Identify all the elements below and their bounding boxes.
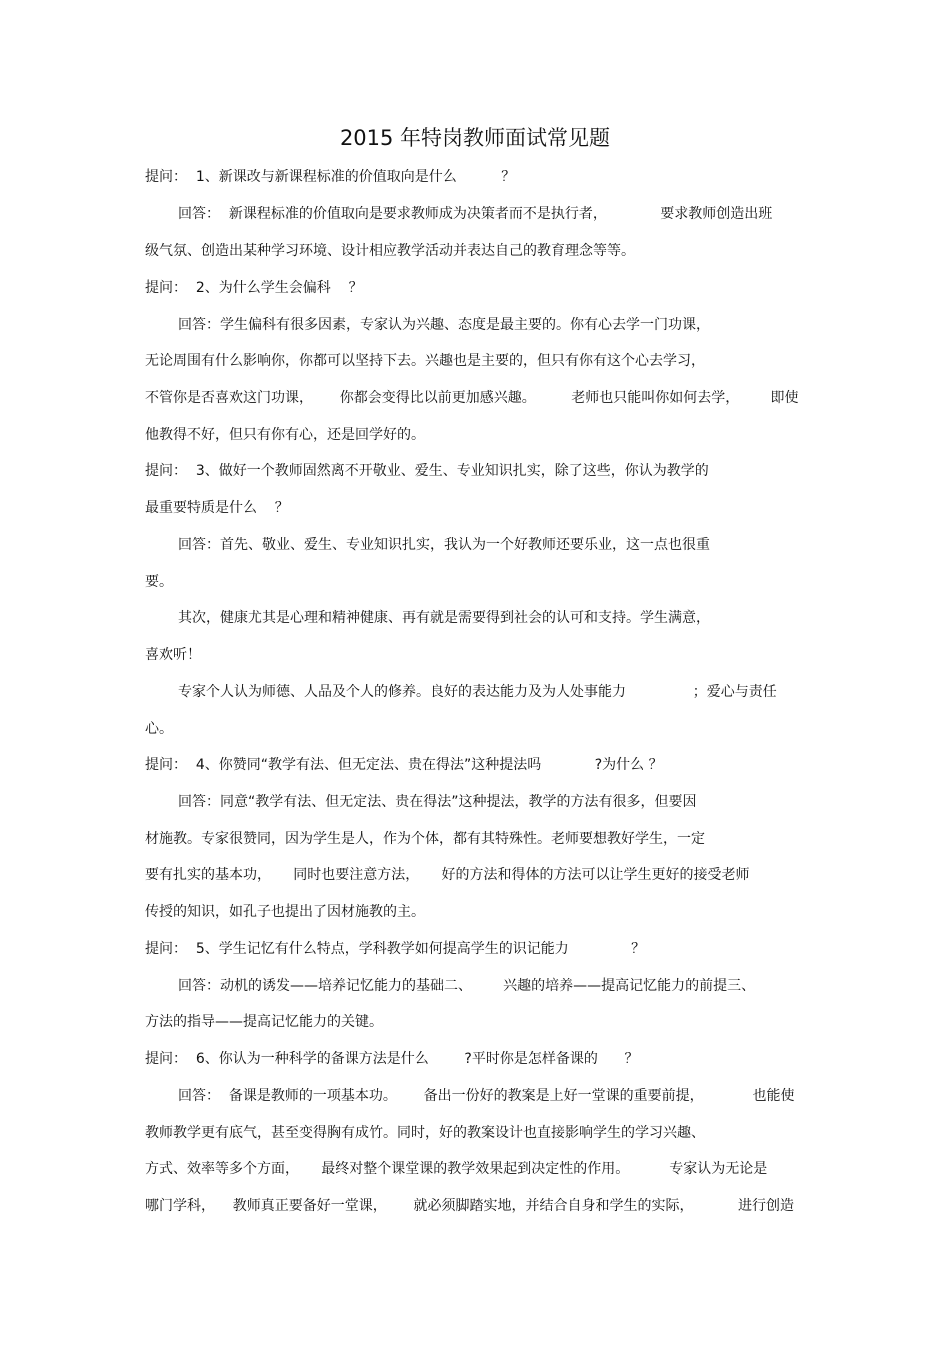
answer-3-line-5: 专家个人认为师德、人品及个人的修养。良好的表达能力及为人处事能力 ；爱心与责任 bbox=[178, 684, 777, 700]
answer-4-line-3: 要有扎实的基本功， 同时也要注意方法， 好的方法和得体的方法可以让学生更好的接受老师 bbox=[145, 867, 750, 883]
question-1: 提问： 1、新课改与新课程标准的价值取向是什么 ？ bbox=[145, 169, 516, 185]
question-4: 提问： 4、你赞同“教学有法、但无定法、贵在得法”这种提法吗 ?为什么 ？ bbox=[145, 757, 663, 773]
answer-2-line-1: 回答：学生偏科有很多因素，专家认为兴趣、态度是最主要的。你有心去学一门功课， bbox=[178, 317, 710, 333]
answer-6-line-1: 回答： 备课是教师的一项基本功。 备出一份好的教案是上好一堂课的重要前提， 也能使 bbox=[178, 1088, 795, 1104]
answer-3-line-1: 回答：首先、敬业、爱生、专业知识扎实，我认为一个好教师还要乐业，这一点也很重 bbox=[178, 537, 710, 553]
answer-3-line-6: 心。 bbox=[145, 721, 173, 737]
answer-3-line-4: 喜欢听！ bbox=[145, 647, 201, 663]
answer-1-line-1: 回答： 新课程标准的价值取向是要求教师成为决策者而不是执行者， 要求教师创造出班 bbox=[178, 206, 773, 222]
answer-4-line-2: 材施教。专家很赞同，因为学生是人，作为个体，都有其特殊性。老师要想教好学生，一定 bbox=[145, 831, 705, 847]
question-2: 提问： 2、为什么学生会偏科 ？ bbox=[145, 280, 363, 296]
answer-5-line-2: 方法的指导——提高记忆能力的关键。 bbox=[145, 1014, 383, 1030]
answer-1-line-2: 级气氛、创造出某种学习环境、设计相应教学活动并表达自己的教育理念等等。 bbox=[145, 243, 635, 259]
answer-5-line-1: 回答：动机的诱发——培养记忆能力的基础二、 兴趣的培养——提高记忆能力的前提三、 bbox=[178, 978, 756, 994]
answer-6-line-2: 教师教学更有底气，甚至变得胸有成竹。同时，好的教案设计也直接影响学生的学习兴趣、 bbox=[145, 1125, 705, 1141]
question-6: 提问： 6、你认为一种科学的备课方法是什么 ?平时你是怎样备课的 ？ bbox=[145, 1051, 639, 1067]
answer-2-line-2: 无论周围有什么影响你，你都可以坚持下去。兴趣也是主要的，但只有你有这个心去学习， bbox=[145, 353, 705, 369]
answer-3-line-2: 要。 bbox=[145, 574, 173, 590]
answer-2-line-3: 不管你是否喜欢这门功课， 你都会变得比以前更加感兴趣。 老师也只能叫你如何去学， 即使 bbox=[145, 390, 799, 406]
answer-4-line-1: 回答：同意“教学有法、但无定法、贵在得法”这种提法，教学的方法有很多，但要因 bbox=[178, 794, 697, 810]
answer-6-line-3: 方式、效率等多个方面， 最终对整个课堂课的教学效果起到决定性的作用。 专家认为无论是 bbox=[145, 1161, 768, 1177]
answer-3-line-3: 其次，健康尤其是心理和精神健康、再有就是需要得到社会的认可和支持。学生满意， bbox=[178, 610, 710, 626]
answer-6-line-4: 哪门学科， 教师真正要备好一堂课， 就必须脚踏实地，并结合自身和学生的实际， 进行创造 bbox=[145, 1198, 795, 1214]
document-title: 2015 年特岗教师面试常见题 bbox=[339, 126, 611, 150]
question-5: 提问： 5、学生记忆有什么特点，学科教学如何提高学生的识记能力 ？ bbox=[145, 941, 646, 957]
question-3-line-1: 提问： 3、做好一个教师固然离不开敬业、爱生、专业知识扎实，除了这些，你认为教学的 bbox=[145, 463, 709, 479]
answer-2-line-4: 他教得不好，但只有你有心，还是回学好的。 bbox=[145, 427, 425, 443]
answer-4-line-4: 传授的知识，如孔子也提出了因材施教的主。 bbox=[145, 904, 425, 920]
question-3-line-2: 最重要特质是什么 ？ bbox=[145, 500, 289, 516]
